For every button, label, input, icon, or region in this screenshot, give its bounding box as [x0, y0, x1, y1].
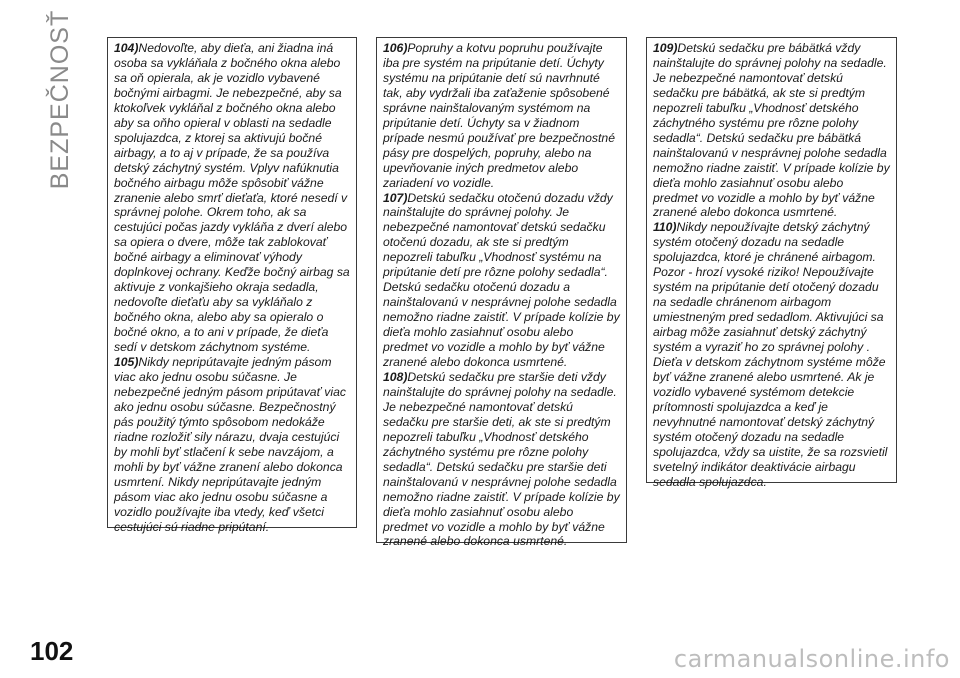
warning-number: 109) — [653, 41, 678, 55]
warning-text: Popruhy a kotvu popruhu používajte iba pre systém na pripútanie detí. Úchyty systému na pripútanie detí sú navrhnuté tak, aby vydržali iba zaťaženie spôsobené správne nainštalovaným systémom na pripútanie detí. Úchyty sa v žiadnom prípade nesmú používať pre bezpečnostné pásy pre dospelých, popruhy, alebo na upevňovanie iných predmetov alebo zariadení vo vozidle. — [383, 41, 615, 190]
warning-number: 104) — [114, 41, 139, 55]
warning-number: 108) — [383, 369, 408, 384]
warning-item — [383, 41, 620, 191]
warning-box-right — [646, 37, 897, 489]
warning-text: Nedovoľte, aby dieťa, ani žiadna iná osoba sa vykláňala z bočného okna alebo sa oň opierala, ak je vozidlo vybavené bočnými airbagmi. Je nebezpečné, aby sa ktokoľvek vykláňal z bočného okna alebo aby sa oňho opieral v oblasti na sedadle spolujazdca, z ktorej sa aktivujú bočné airbagy, a to aj v prípade, že sa používa detský záchytný systém. Vplyv nafúknutia bočného airbagu môže spôsobiť vážne zranenie alebo smrť dieťaťa, ktoré nesedí v správnej polohe. Okrem toho, ak sa cestujúci počas jazdy vykláňa z dverí alebo sa opiera o dvere, môže tak zablokovať bočné airbagy a eliminovať výhody doplnkovej ochrany. Keďže bočný airbag sa aktivuje z vonkajšieho okraja sedadla, nedovoľte dieťaťu aby sa vykláňalo z bočného okna, alebo aby sa opieralo o bočné okno, a to ani v prípade, že dieťa sedí v detskom záchytnom systéme. — [114, 41, 350, 355]
warning-box-middle — [376, 37, 627, 549]
section-title-text: BEZPEČNOSŤ — [46, 9, 75, 189]
warning-item — [653, 220, 890, 489]
warning-number: 105) — [114, 355, 139, 370]
warning-number: 106) — [383, 41, 408, 55]
warning-text: Detskú sedačku pre staršie deti vždy nainštalujte do správnej polohy na sedadle. Je nebezpečné namontovať detskú sedačku pre staršie deti, ak ste si predtým nepozreli tabuľku „Vhodnosť detského záchytného systému pre rôzne polohy sedadla“. Detskú sedačku pre staršie deti nainštalovanú v nesprávnej polohe sedadla nemožno riadne zaistiť. V prípade kolízie by dieťa mohlo zasiahnuť osobu alebo predmet vo vozidle a mohlo by byť vážne zranené alebo dokonca usmrtené. — [383, 369, 620, 549]
warning-item — [383, 191, 620, 370]
warning-item — [114, 41, 350, 355]
warning-number: 110) — [653, 220, 677, 235]
warning-text: Nikdy nepoužívajte detský záchytný systém otočený dozadu na sedadle spolujazdca, ktoré je chránené airbagom. Pozor - hrozí vysoké riziko! Nepoužívajte systém na pripútanie detí otočený dozadu na sedadle chránenom airbagom umiestneným pred sedadlom. Aktivujúci sa airbag môže zasiahnuť detský záchytný systém a vyraziť ho zo správnej polohy . Dieťa v detskom záchytnom systéme môže byť vážne zranené alebo usmrtené. Ak je vozidlo vybavené systémom detekcie prítomnosti spolujazdca a keď je nevyhnutné namontovať detský záchytný systém otočený dozadu na sedadle spolujazdca, vždy sa uistite, že sa rozsvietil svetelný indikátor deaktivácie airbagu sedadla spolujazdca. — [653, 220, 888, 489]
warning-number: 107) — [383, 190, 408, 205]
warning-text: Detskú sedačku otočenú dozadu vždy nainštalujte do správnej polohy. Je nebezpečné namontovať detskú sedačku otočenú dozadu, ak ste si predtým nepozreli tabuľku „Vhodnosť systému na pripútanie detí pre rôzne polohy sedadla“. Detskú sedačku otočenú dozadu a nainštalovanú v nesprávnej polohe sedadla nemožno riadne zaistiť. V prípade kolízie by dieťa mohlo zasiahnuť osobu alebo predmet vo vozidle a mohlo by byť vážne zranené alebo dokonca usmrtené. — [383, 190, 620, 370]
warning-item — [653, 41, 890, 220]
warning-text: Detskú sedačku pre bábätká vždy nainštalujte do správnej polohy na sedadle. Je nebezpečné namontovať detskú sedačku pre bábätká, ak ste si predtým nepozreli tabuľku „Vhodnosť detského záchytného systému pre rôzne polohy sedadla“. Detskú sedačku pre bábätká nainštalovanú v nesprávnej polohe sedadla nemožno riadne zaistiť. V prípade kolízie by dieťa mohlo zasiahnuť osobu alebo predmet vo vozidle a mohlo by byť vážne zranené alebo dokonca usmrtené. — [653, 41, 890, 220]
warning-text: Nikdy nepripútavajte jedným pásom viac ako jednu osobu súčasne. Je nebezpečné jedným pásom pripútavať viac ako jednu osobu súčasne. Bezpečnostný pás použitý týmto spôsobom nedokáže riadne rozložiť sily nárazu, dvaja cestujúci by mohli byť stlačení k sebe navzájom, a mohli by byť vážne zranení alebo dokonca usmrtení. Nikdy nepripútavajte jedným pásom viac ako jednu osobu súčasne a vozidlo používajte iba vtedy, keď všetci cestujúci sú riadne pripútaní. — [114, 355, 346, 534]
watermark: carmanualsonline.info — [673, 645, 950, 673]
warning-item — [114, 355, 350, 534]
warning-item — [383, 370, 620, 549]
page-number: 102 — [30, 636, 74, 666]
section-title — [40, 0, 82, 198]
warning-box-left — [107, 37, 357, 534]
